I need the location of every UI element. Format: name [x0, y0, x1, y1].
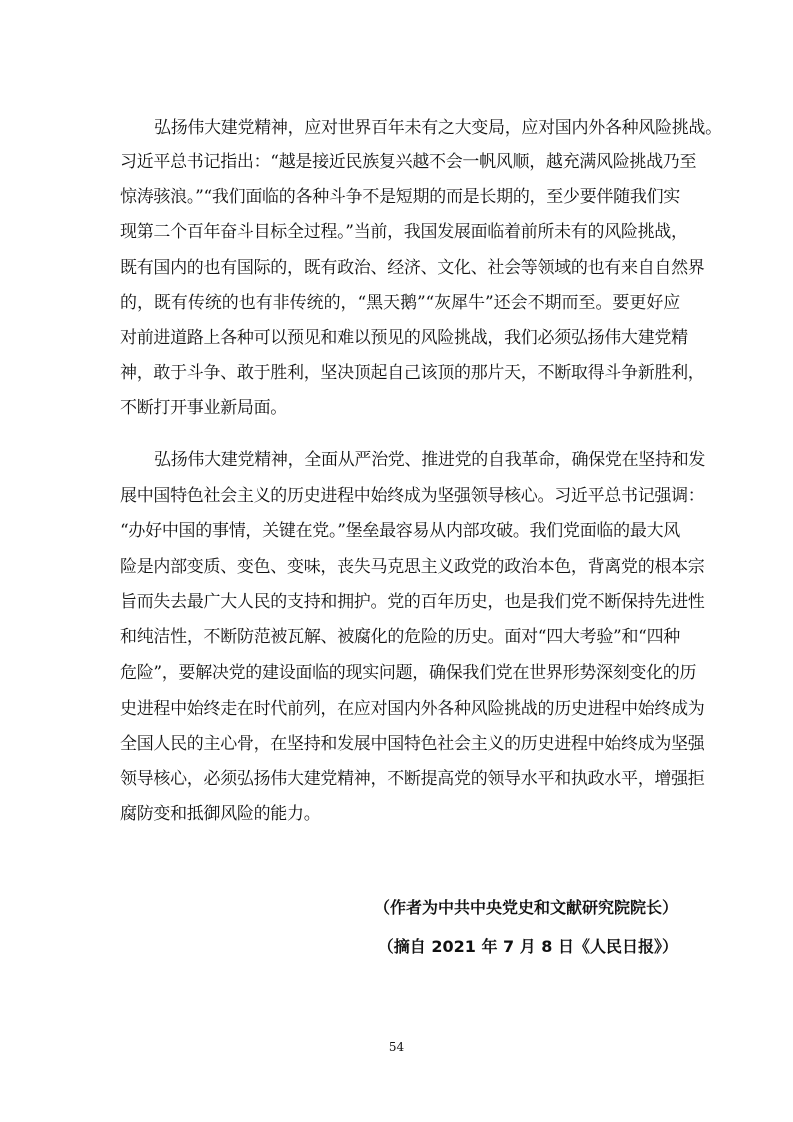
paragraph-line: “办好中国的事情，关键在党。”堡垒最容易从内部攻破。我们党面临的最大风 — [120, 521, 680, 541]
paragraph-line: 既有国内的也有国际的，既有政治、经济、文化、社会等领域的也有来自自然界 — [120, 258, 705, 278]
paragraph-line: 和纯洁性，不断防范被瓦解、被腐化的危险的历史。面对“四大考验”和“四种 — [120, 627, 680, 647]
paragraph-line: 腐防变和抵御风险的能力。 — [120, 804, 321, 824]
author-note: （作者为中共中央党史和文献研究院院长） — [373, 898, 678, 917]
paragraph-line: 的，既有传统的也有非传统的，“黑天鹅”“灰犀牛”还会不期而至。要更好应 — [120, 293, 680, 313]
paragraph-line: 习近平总书记指出：“越是接近民族复兴越不会一帆风顺，越充满风险挑战乃至 — [120, 152, 697, 172]
paragraph-line: 不断打开事业新局面。 — [120, 398, 287, 418]
paragraph-line: 展中国特色社会主义的历史进程中始终成为坚强领导核心。习近平总书记强调： — [120, 486, 705, 506]
paragraph-line: 弘扬伟大建党精神，应对世界百年未有之大变局，应对国内外各种风险挑战。 — [154, 118, 722, 138]
paragraph-line: 领导核心，必须弘扬伟大建党精神，不断提高党的领导水平和执政水平，增强拒 — [120, 769, 705, 789]
page-number: 54 — [388, 1040, 405, 1054]
paragraph-line: 全国人民的主心骨，在坚持和发展中国特色社会主义的历史进程中始终成为坚强 — [120, 734, 705, 754]
paragraph-line: 现第二个百年奋斗目标全过程。”当前，我国发展面临着前所未有的风险挑战， — [120, 222, 688, 242]
paragraph-line: 险是内部变质、变色、变味，丧失马克思主义政党的政治本色，背离党的根本宗 — [120, 557, 705, 577]
source-note: （摘自 2021 年 7 月 8 日《人民日报》） — [377, 937, 678, 956]
paragraph-line: 对前进道路上各种可以预见和难以预见的风险挑战，我们必须弘扬伟大建党精 — [120, 328, 688, 348]
paragraph-line: 旨而失去最广大人民的支持和拥护。党的百年历史，也是我们党不断保持先进性 — [120, 592, 705, 612]
paragraph-line: 神，敢于斗争、敢于胜利，坚决顶起自己该顶的那片天，不断取得斗争新胜利， — [120, 363, 705, 383]
paragraph-line: 危险”，要解决党的建设面临的现实问题，确保我们党在世界形势深刻变化的历 — [120, 663, 697, 683]
paragraph-line: 弘扬伟大建党精神，全面从严治党、推进党的自我革命，确保党在坚持和发 — [154, 450, 706, 470]
paragraph-line: 史进程中始终走在时代前列，在应对国内外各种风险挑战的历史进程中始终成为 — [120, 699, 705, 719]
paragraph-line: 惊涛骇浪。”“我们面临的各种斗争不是短期的而是长期的，至少要伴随我们实 — [120, 187, 680, 207]
